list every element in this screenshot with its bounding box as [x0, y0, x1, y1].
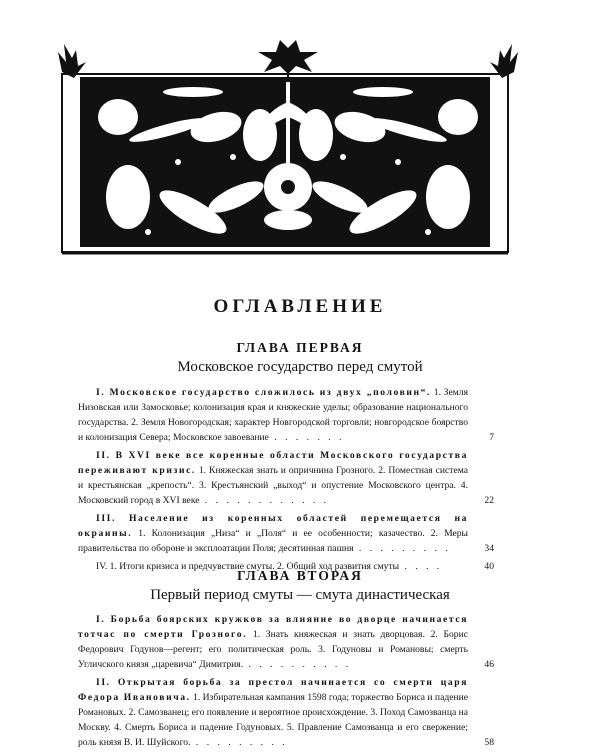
toc-entry[interactable] [78, 448, 494, 508]
leader-dots: . . . . . . . . . . [243, 659, 352, 670]
page-number: 22 [484, 495, 494, 506]
entry-lead: III. Население из коренных областей перемещается на окраины. [78, 513, 468, 539]
chapter-1-heading [0, 340, 600, 376]
chapter-2-entries [78, 612, 494, 753]
entry-text: 1. Земля Низовская или Замосковье; колонизация края и княжеские уделы; образование национального государства. 2. Земля Новогородская; характер Новгородской торговли; новгородское боярство и колонизация Севера; Московское завоевание [78, 387, 468, 443]
chapter-2-heading [0, 568, 600, 604]
leader-dots: . . . . . . . . . [190, 737, 288, 748]
entry-text: IV. 1. Итоги кризиса и предчувствие смуты. 2. Общий ход развития смуты [96, 561, 400, 572]
page-number: 58 [484, 737, 494, 748]
leader-dots: . . . . . . . . . [353, 543, 451, 554]
decorative-headpiece-ornament [58, 22, 518, 262]
leader-dots: . . . . . . . [268, 432, 345, 443]
entry-text: 1. Княжеская знать и опричнина Грозного. 2. Поместная система и крестьянская „крепость“. 3. Крестьянский „выход“ и опустение Московского центра. 4. Московский город в XVI веке [78, 465, 469, 506]
entry-lead: II. Открытая борьба за престол начинается со смерти царя Федора Ивановича. [78, 677, 468, 703]
page-number: 46 [484, 659, 494, 670]
toc-entry[interactable] [78, 675, 494, 750]
chapter-2-subtitle: Первый период смуты — смута династическая [150, 587, 450, 603]
toc-entry[interactable] [78, 612, 494, 672]
entry-lead: II. В XVI веке все коренные области Московского государства переживают кризис. [78, 450, 468, 476]
page-number: 7 [489, 432, 494, 443]
chapter-1-subtitle: Московское государство перед смутой [177, 359, 423, 375]
chapter-2-label: ГЛАВА ВТОРАЯ [237, 568, 363, 583]
entry-lead: I. Борьба боярских кружков за влияние во дворце начинается тотчас по смерти Грозного. [78, 614, 468, 640]
page-title: ОГЛАВЛЕНИЕ [213, 296, 387, 317]
toc-entry[interactable] [78, 511, 494, 556]
entry-text: 1. Избирательная кампания 1598 года; торжество Бориса и падение Романовых. 2. Самозванец; его появление и вероятное происхождение. 3. Поход Самозванца на Москву. 4. Смерть Бориса и падение Годуновых. 5. Правление Самозванца и его свержение; роль князя В. И. Шуйского. [78, 692, 468, 748]
chapter-1-label: ГЛАВА ПЕРВАЯ [236, 340, 364, 355]
toc-entry[interactable] [78, 385, 494, 445]
page-number: 40 [484, 561, 494, 572]
page-number: 34 [484, 543, 494, 554]
leader-dots: . . . . . . . . . . . . [199, 495, 330, 506]
entry-text: 1. Знать княжеская и знать дворцовая. 2. Борис Федорович Годунов—регент; его политическая роль. 3. Годуновы и Романовы; смерть Угличского князя „царевича“ Димитрия. [78, 629, 468, 670]
leader-dots: . . . . [399, 561, 443, 572]
entry-lead: I. Московское государство сложилось из двух „половин“. [96, 387, 432, 398]
entry-text: 1. Колонизация „Низа“ и „Поля“ и ее особенности; казачество. 2. Меры правительства по обороне и эксплоатации Поля; десятинная пашня [78, 528, 468, 554]
chapter-1-entries [78, 385, 494, 577]
